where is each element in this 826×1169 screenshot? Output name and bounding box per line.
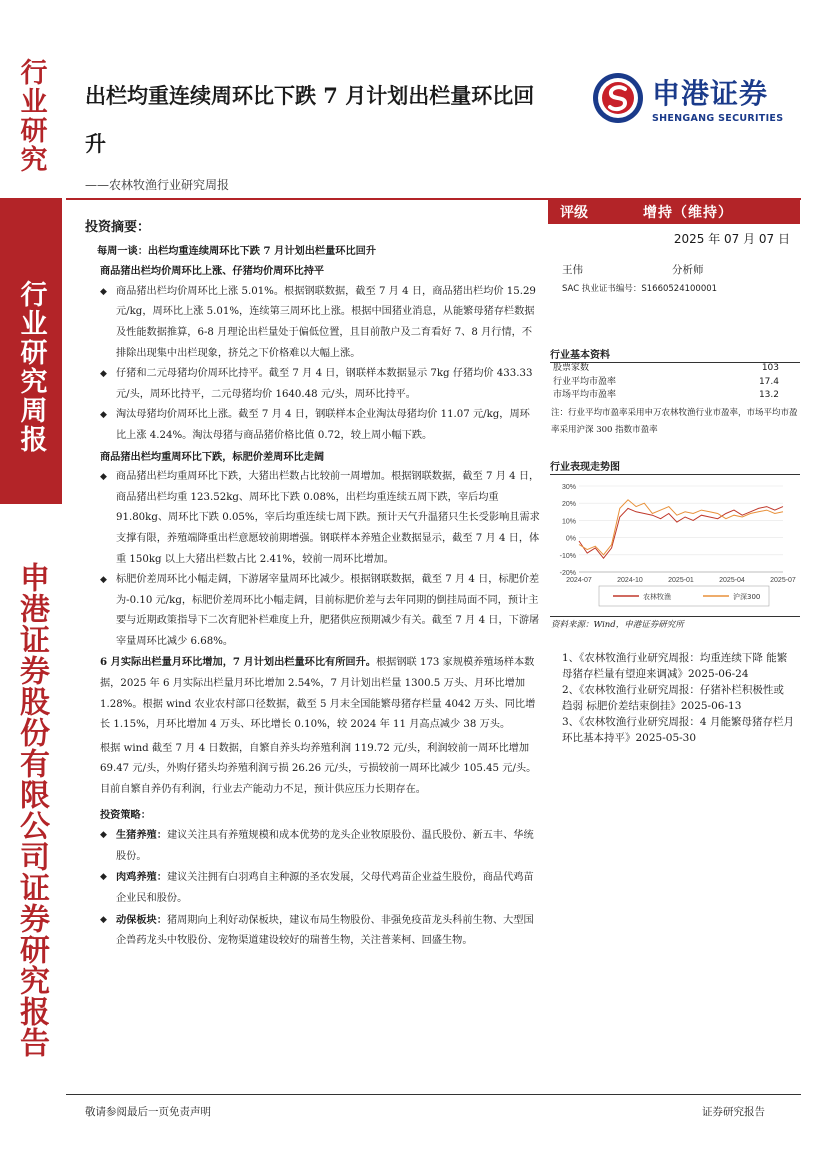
- related-report-item[interactable]: 1、《农林牧渔行业研究周报：均重连续下降 能繁母猪存栏量有望迎来调减》2025-06-24: [562, 652, 788, 680]
- basics-table: [553, 362, 779, 403]
- report-date: 2025 年 07 月 07 日: [673, 232, 790, 246]
- basics-row: [553, 389, 779, 403]
- rating-bar: [548, 200, 800, 224]
- basics-value: 13.2: [758, 390, 779, 400]
- bullet-paragraph: ◆ 商品猪出栏均价周环比上涨 5.01%。根据钢联数据，截至 7 月 4 日，商品猪出栏均价 15.29 元/kg，周环比上涨 5.01%，连续第三周环比上涨。根据中国猪业消息，从能繁母猪存栏数据及性能数据推算，6-8 月理论出栏量处于偏低位置，且目前散户及二育看好 7、8 月行情，不排除出现集中出栏现象，挤兑之下价格难以大幅上涨。: [100, 282, 540, 364]
- bullet-paragraph: ◆ 商品猪出栏均重周环比下跌，大猪出栏数占比较前一周增加。根据钢联数据，截至 7 月 4 日，商品猪出栏均重 123.52kg、周环比下跌 0.08%，出栏均重连续五周下跌，宰后均重 91.80kg、周环比下跌 0.05%，宰后均重连续七周下跌。预计天气升温猪只生长受影响且需求支撑有限，养殖端降重出栏意愿较前期增强。钢联样本养殖企业数据显示，截至 7 月 4 日，体重 150kg 以上大猪出栏数占比 2.41%，较前一周环比增加。: [100, 467, 540, 570]
- analyst-name: 王伟: [562, 264, 583, 276]
- chart-legend-label: 农林牧渔: [643, 593, 671, 601]
- paragraph: [100, 652, 540, 735]
- sidebar-middle-label: 行业研究周报: [15, 280, 47, 454]
- basics-note: 注：行业平均市盈率采用申万农林牧渔行业市盈率，市场平均市盈率采用沪深 300 指数市盈率: [551, 408, 798, 435]
- company-logo: [592, 72, 783, 124]
- strategy-item-lead: 动保板块：: [116, 913, 167, 926]
- page-title: 出栏均重连续周环比下跌 7 月计划出栏量环比回升: [85, 83, 535, 156]
- footer-disclaimer: 敬请参阅最后一页免责声明: [85, 1106, 211, 1118]
- bullet-paragraph: ◆ 淘汰母猪均价周环比上涨。截至 7 月 4 日，钢联样本企业淘汰母猪均价 11.07 元/kg，周环比上涨 4.24%。淘汰母猪与商品猪价格比值 0.72，较上周小幅下跌。: [100, 405, 540, 446]
- chart-y-tick-label: -10%: [559, 552, 576, 560]
- chart-x-tick-label: 2025-04: [719, 577, 745, 584]
- paragraph: 根据 wind 截至 7 月 4 日数据，自繁自养头均养殖利润 119.72 元/头，利润较前一周环比增加 69.47 元/头，外购仔猪头均养殖利润亏损 26.26 元/头，亏损较前一周环比减少 105.45 元/头。目前自繁自养仍有利润，行业去产能动力不足，预计供应压力长期存在。: [100, 742, 537, 796]
- basics-label: 市场平均市盈率: [553, 390, 617, 400]
- bullet-paragraph: ◆ 标肥价差周环比小幅走阔，下游屠宰量周环比减少。根据钢联数据，截至 7 月 4 日，标肥价差为-0.10 元/kg，标肥价差周环比小幅走阔，目前标肥价差与去年同期的倒挂局面不同，预计主要与近期政策指导下二次育肥补栏难度上升，肥猪供应预期减少有关。截至 7 月 4 日，下游屠宰量周环比减少 6.68%。: [100, 570, 540, 652]
- basics-heading: 行业基本资料: [550, 346, 800, 363]
- basics-value: 103: [761, 363, 779, 373]
- page-subtitle: ——农林牧渔行业研究周报: [85, 178, 230, 192]
- rating-value: 增持（维持）: [643, 205, 733, 221]
- strategy-item-lead: 生猪养殖：: [116, 829, 167, 842]
- footer-label: 证券研究报告: [702, 1106, 765, 1118]
- chart-x-tick-label: 2025-01: [668, 577, 694, 584]
- chart-y-tick-label: 30%: [561, 484, 576, 491]
- strategy-item-lead: 肉鸡养殖：: [116, 871, 167, 884]
- analyst-title: 分析师: [672, 264, 704, 276]
- chart-y-tick-label: -20%: [559, 570, 576, 577]
- chart-x-tick-label: 2024-07: [566, 577, 592, 584]
- logo-name-en: SHENGANG SECURITIES: [652, 113, 784, 124]
- strategy-item-body: 猪周期向上利好动保板块，建议布局生物股份、非强免疫苗龙头科前生物、大型国企兽药龙头中牧股份、宠物渠道建设较好的瑞普生物，关注普莱柯、回盛生物。: [116, 914, 534, 947]
- chart-y-tick-label: 20%: [561, 501, 576, 509]
- sidebar-bottom-label: 申港证券股份有限公司证券研究报告: [14, 562, 49, 1058]
- chart-y-tick-label: 10%: [561, 518, 576, 526]
- summary-heading: 投资摘要：: [85, 220, 151, 235]
- footer-divider: [66, 1094, 801, 1095]
- basics-row: [553, 376, 779, 390]
- sidebar-bottom: [0, 504, 62, 1169]
- related-reports: [562, 650, 794, 746]
- chart-x-tick-label: 2024-10: [617, 577, 643, 584]
- chart-y-tick-label: 0%: [565, 535, 576, 543]
- basics-value: 17.4: [758, 376, 779, 387]
- chart-series-line: [579, 507, 783, 559]
- summary-column: [85, 218, 540, 952]
- rating-label: 评级: [560, 205, 588, 221]
- paragraph-lead: 6 月实际出栏量月环比增加，7 月计划出栏量环比有所回升。: [100, 656, 376, 669]
- weekly-title: 每周一谈：出栏均重连续周环比下跌 7 月计划出栏量环比回升: [97, 244, 377, 257]
- chart-x-tick-label: 2025-07: [770, 577, 796, 584]
- paragraph-body: 根据钢联 173 家规模养殖场样本数据，2025 年 6 月实际出栏量月环比增加 2.54%，7 月计划出栏量 1300.5 万头、月环比增加 1.28%。根据 wind 农业农村部口径数据，截至 5 月末全国能繁母猪存栏量 4042 万头、同比增长 1.15%，月环比增加 4 万头、环比增长 0.10%，较 2024 年 11 月高点减少 38 万头。: [100, 657, 536, 731]
- sidebar-top-label: 行业研究: [15, 58, 47, 174]
- chart-divider: [550, 616, 800, 617]
- basics-label: 行业平均市盈率: [553, 376, 617, 387]
- basics-label: 股票家数: [553, 363, 590, 373]
- sidebar-top: [0, 0, 62, 198]
- related-report-item[interactable]: 3、《农林牧渔行业研究周报：4 月能繁母猪存栏月环比基本持平》2025-05-30: [562, 716, 794, 744]
- strategy-heading: 投资策略：: [100, 808, 151, 821]
- chart-legend-label: 沪深300: [733, 593, 761, 601]
- sidebar-middle: [0, 198, 62, 504]
- basics-row: [553, 362, 779, 376]
- strategy-item: [100, 825, 540, 867]
- logo-name-cn: 申港证券: [652, 77, 769, 110]
- strategy-item-body: 建议关注具有养殖规模和成本优势的龙头企业牧原股份、温氏股份、新五丰、华统股份。: [116, 830, 534, 862]
- bullet-paragraph: ◆ 仔猪和二元母猪均价周环比持平。截至 7 月 4 日，钢联样本数据显示 7kg 仔猪均价 433.33 元/头，周环比持平，二元母猪均价 1640.48 元/头，周环比持平。: [100, 364, 540, 405]
- chart-source: 资料来源：Wind，申港证券研究所: [551, 620, 684, 630]
- analyst-sac: SAC 执业证书编号：S1660524100001: [562, 284, 718, 294]
- trend-heading: 行业表现走势图: [550, 458, 800, 475]
- subsection-title: 商品猪出栏均价周环比上涨、仔猪均价周环比持平: [100, 265, 325, 278]
- chart-series-line: [579, 500, 783, 555]
- subsection-title: 商品猪出栏均重周环比下跌，标肥价差周环比走阔: [100, 450, 325, 463]
- strategy-item: [100, 910, 540, 952]
- related-report-item[interactable]: 2、《农林牧渔行业研究周报：仔猪补栏积极性或趋弱 标肥价差结束倒挂》2025-06-13: [562, 684, 784, 712]
- strategy-item: [100, 867, 540, 909]
- strategy-item-body: 建议关注拥有白羽鸡自主种源的圣农发展，父母代鸡苗企业益生股份，商品代鸡苗企业民和股份。: [116, 872, 534, 904]
- logo-mark-icon: [592, 72, 644, 124]
- trend-chart: [551, 480, 800, 610]
